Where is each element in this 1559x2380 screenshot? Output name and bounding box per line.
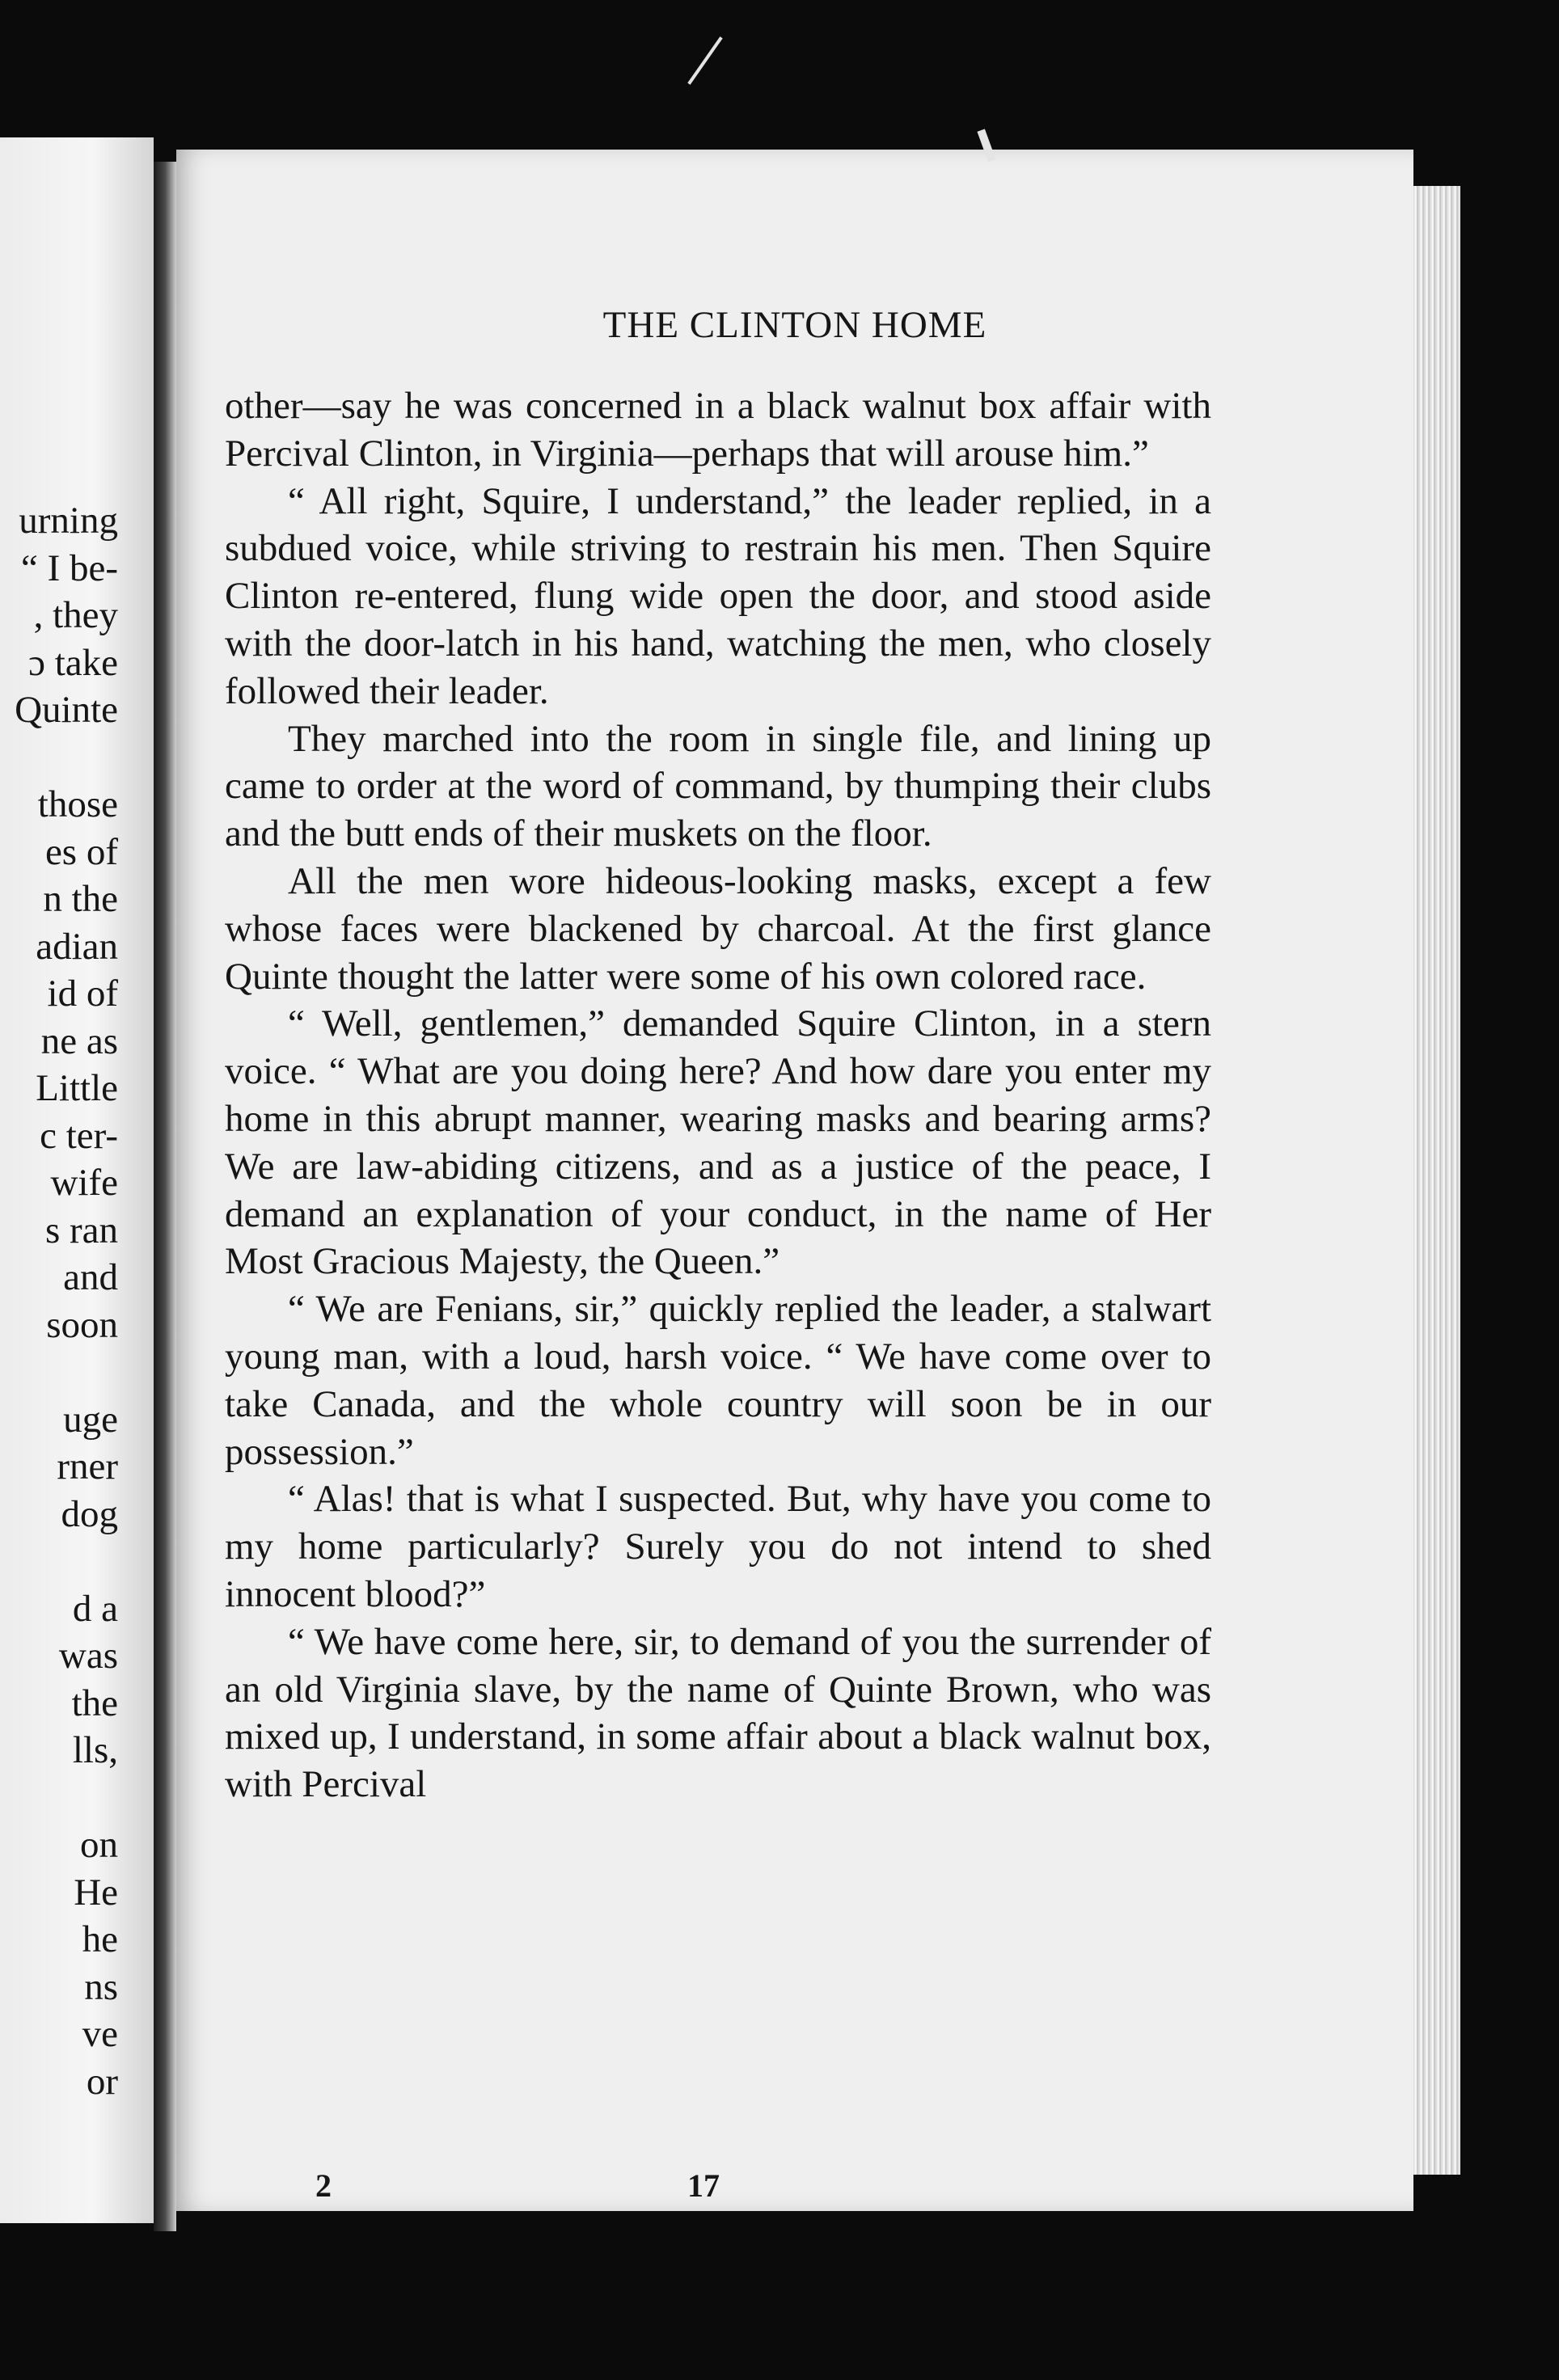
page-number: 17	[687, 2167, 720, 2204]
left-page-line: ve	[82, 2013, 118, 2055]
left-page-line: ne as	[40, 1019, 118, 1062]
left-page-line: d a	[72, 1587, 118, 1630]
left-page-line: on	[80, 1824, 118, 1866]
left-page-line: dog	[61, 1492, 118, 1535]
left-page-line: adian	[36, 925, 118, 968]
left-page-line	[0, 1348, 118, 1396]
left-page-line: ɔ take	[28, 641, 118, 684]
left-page-line	[0, 1538, 118, 1585]
left-page-line: the	[71, 1682, 118, 1724]
left-page-line: those	[37, 783, 118, 825]
left-page-line: he	[82, 1918, 118, 1960]
left-page-line: , they	[33, 594, 118, 636]
paragraph: “ We have come here, sir, to demand of you the surrender of an old Virginia slave, by the name of Quinte Brown, who was mixed up, I understand, in some affair about a black walnut box, with Percival	[225, 1620, 1211, 1806]
left-page-line: id of	[47, 973, 118, 1015]
paragraph: All the men wore hideous-looking masks, except a few whose faces were blackened by charcoal. At the first glance Quinte thought the latter were some of his own colored race.	[225, 859, 1211, 998]
paragraph: “ Alas! that is what I suspected. But, why have you come to my home particularly? Surely you do not intend to shed innocent blood?”	[225, 1478, 1211, 1615]
left-page	[0, 137, 154, 2223]
paragraph: “ Well, gentlemen,” demanded Squire Clinton, in a stern voice. “ What are you doing here? And how dare you enter my home in this abrupt manner, wearing masks and bearing arms? We are law-abiding citizens, and as a justice of the peace, I demand an explanation of your conduct, in the name of Her Most Gracious Majesty, the Queen.”	[225, 1002, 1211, 1283]
left-page-line: urning	[19, 500, 118, 542]
page-edges	[1413, 186, 1460, 2175]
left-page-line: or	[86, 2060, 118, 2103]
paragraph: “ We are Fenians, sir,” quickly replied the leader, a stalwart young man, with a loud, harsh voice. “ We have come over to take Canada, and the whole country will soon be in our possession.”	[225, 1288, 1211, 1473]
book-gutter	[154, 162, 176, 2231]
running-head: THE CLINTON HOME	[602, 304, 987, 346]
left-page-line: was	[58, 1635, 118, 1677]
left-page-line: “ I be-	[20, 546, 118, 589]
left-page-line: s ran	[44, 1209, 118, 1251]
left-page-line: soon	[46, 1303, 118, 1346]
left-page-line: lls,	[72, 1729, 118, 1771]
left-page-line: wife	[50, 1162, 118, 1204]
right-page	[176, 150, 1413, 2211]
left-page-line: ns	[84, 1965, 118, 2008]
paragraph: other—say he was concerned in a black walnut box affair with Percival Clinton, in Virginia—perhaps that will arouse him.”	[225, 385, 1211, 475]
left-page-line	[0, 1774, 118, 1822]
left-page-line: Little	[36, 1067, 118, 1109]
left-page-line: es of	[44, 830, 118, 873]
left-page-line: and	[63, 1256, 118, 1298]
left-page-text	[0, 497, 118, 2105]
left-page-line: uge	[63, 1398, 118, 1441]
paragraph: They marched into the room in single file, and lining up came to order at the word of command, by thumping their clubs and the butt ends of their muskets on the floor.	[225, 717, 1211, 855]
left-page-line: n the	[43, 878, 118, 920]
stray-mark	[687, 36, 722, 85]
left-page-line: c ter-	[40, 1114, 118, 1157]
left-page-line	[0, 734, 118, 782]
body-text	[225, 382, 1211, 1808]
paragraph: “ All right, Squire, I understand,” the leader replied, in a subdued voice, while striving to restrain his men. Then Squire Clinton re-entered, flung wide open the door, and stood aside with the door-latch in his hand, watching the men, who closely followed their leader.	[225, 479, 1211, 712]
left-page-line: Quinte	[15, 689, 118, 731]
left-page-line: rner	[57, 1445, 118, 1488]
left-page-line: He	[74, 1871, 118, 1914]
signature-mark: 2	[315, 2167, 332, 2204]
